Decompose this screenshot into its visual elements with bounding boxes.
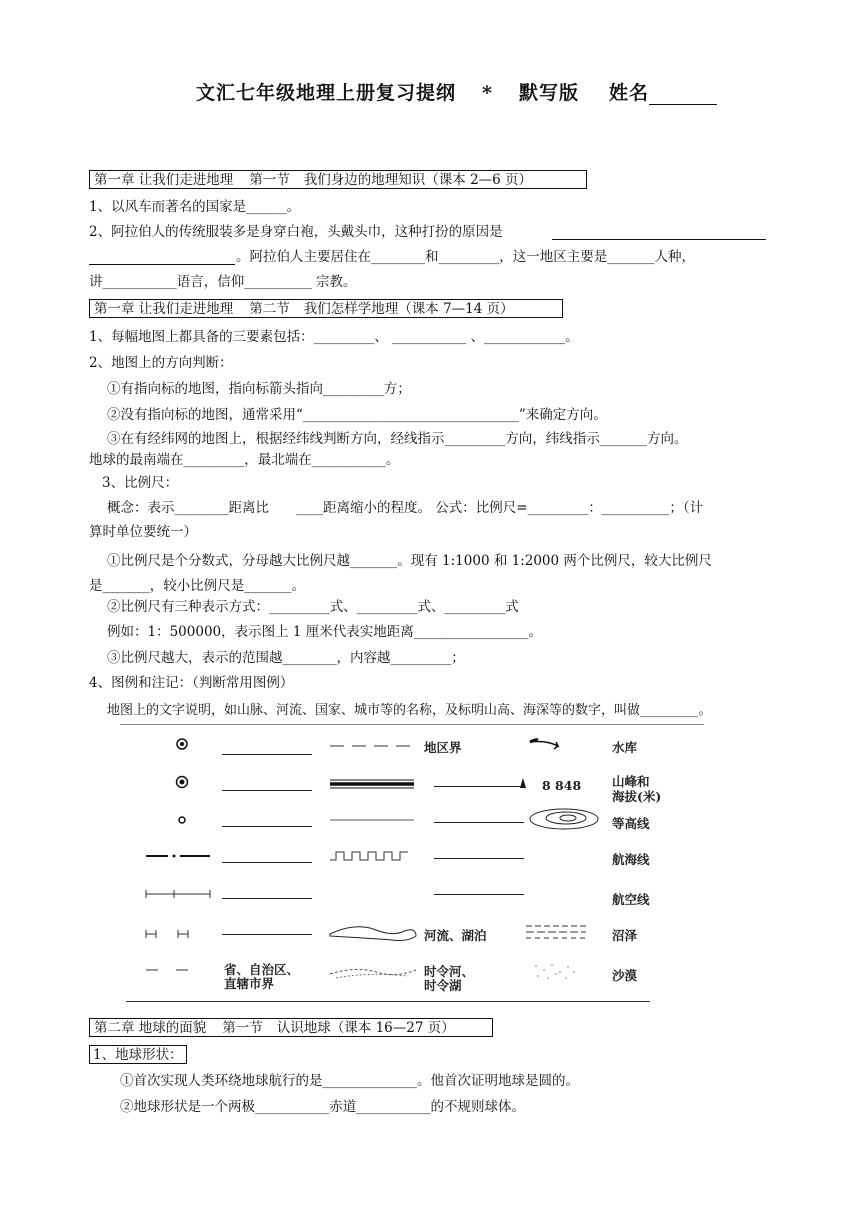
- legend-blank[interactable]: [434, 786, 524, 787]
- legend-label-reservoir: 水库: [612, 740, 638, 755]
- s3-q1: ①首次实现人类环绕地球航行的是______________。他首次证明地球是圆的。: [120, 1073, 579, 1089]
- s2-lesson: 第二节: [249, 301, 290, 317]
- s3-q2: ②地球形状是一个两极___________赤道___________的不规则球体。: [120, 1099, 525, 1115]
- s2-q4: 4、图例和注记：（判断常用图例）: [89, 675, 294, 691]
- legend-blank[interactable]: [222, 826, 312, 827]
- s2-q3-def: 概念：表示________距离比 ____距离缩小的程度。 公式：比例尺=_________：__________；（计: [107, 500, 704, 516]
- s2-q2-3: ③在有经纬网的地图上，根据经纬线判断方向，经线指示_________方向，纬线指示_______方向。: [107, 431, 688, 447]
- desert-symbol: [535, 964, 575, 979]
- reservoir-symbol: [530, 742, 558, 750]
- legend-blank[interactable]: [222, 862, 312, 863]
- legend-blank[interactable]: [222, 790, 312, 791]
- s2-chapter: 第一章 让我们走进地理: [94, 301, 234, 317]
- s2-q2-1: ①有指向标的地图，指向标箭头指向_________方；: [107, 381, 411, 397]
- legend-bottom-rule: [126, 1001, 650, 1002]
- s2-q3: 3、比例尺：: [102, 475, 179, 491]
- s3-lesson: 第一节: [222, 1020, 263, 1036]
- legend-label-contour: 等高线: [612, 816, 650, 831]
- s2-q2-2: ②没有指向标的地图，通常采用“________________________________”来确定方向。: [107, 407, 607, 423]
- s3-sub-label: 1、地球形状：: [93, 1047, 183, 1063]
- s1-topic: 我们身边的地理知识（课本 2—6 页）: [303, 172, 533, 188]
- city-symbol: [179, 817, 185, 823]
- s1-lesson: 第一节: [249, 172, 290, 188]
- legend-label-seasonal2: 时令湖: [424, 978, 462, 993]
- s2-q1: 1、每幅地图上都具备的三要素包括：_________、 ___________ 、____________。: [89, 329, 579, 345]
- legend-label-river-lake: 河流、湖泊: [424, 928, 487, 943]
- s2-topic: 我们怎样学地理（课本 7—14 页）: [303, 301, 514, 317]
- s1-q2c: 讲___________语言，信仰__________ 宗教。: [89, 274, 357, 290]
- legend-label-peak2: 海拔(米): [612, 789, 662, 804]
- legend-label-seasonal: 时令河、: [424, 964, 475, 979]
- s1-chapter: 第一章 让我们走进地理: [94, 172, 234, 188]
- s1-q2b: 。阿拉伯人主要居住在________和_________，这一地区主要是_______人种，: [236, 249, 695, 265]
- section3-header: [89, 1018, 493, 1037]
- title-star: *: [482, 82, 493, 104]
- section1-header: [89, 170, 587, 189]
- s2-q4-text: 地图上的文字说明，如山脉、河流、国家、城市等的名称，及标明山高、海深等的数字，叫做_________。: [107, 703, 712, 718]
- railway-symbol: [330, 852, 408, 860]
- legend-blank[interactable]: [222, 754, 312, 755]
- legend-label-sea-route: 航海线: [612, 852, 650, 867]
- legend-label-air-route: 航空线: [612, 892, 650, 907]
- legend-label-swamp: 沼泽: [612, 928, 638, 943]
- legend-blank[interactable]: [434, 822, 524, 823]
- s2-q3-3: ③比例尺越大，表示的范围越________，内容越_________；: [107, 650, 465, 666]
- s2-q3-2: ②比例尺有三种表示方式：_________式、_________式、_________式: [107, 599, 519, 615]
- legend-label-province-border: 省、自治区、: [224, 962, 300, 977]
- legend-label-district-border: 地区界: [424, 740, 462, 755]
- s2-q3-ex: 例如：1：500000，表示图上 1 厘米代表实地距离_________________。: [107, 624, 543, 640]
- legend-label-peak: 山峰和: [612, 774, 650, 789]
- map-legend-figure: [126, 722, 706, 998]
- s3-topic: 认识地球（课本 16—27 页）: [276, 1020, 455, 1036]
- legend-label-desert: 沙漠: [612, 968, 638, 983]
- s2-q3-def2: 算时单位要统一）: [89, 524, 197, 540]
- s2-q3-1b: 是_______，较小比例尺是_______。: [89, 578, 305, 594]
- s1-q2-blank2[interactable]: [89, 250, 235, 265]
- river-lake-symbol: [330, 927, 416, 941]
- s1-q2a: 2、阿拉伯人的传统服装多是身穿白袍，头戴头巾，这种打扮的原因是: [89, 224, 503, 240]
- name-blank[interactable]: [649, 86, 717, 105]
- legend-blank[interactable]: [434, 858, 524, 859]
- name-label: 姓名: [608, 82, 649, 104]
- legend-label-province-border2: 直辖市界: [224, 976, 275, 991]
- s3-subheader: [89, 1045, 187, 1064]
- page-title: [196, 78, 717, 105]
- s1-q1: 1、以风车而著名的国家是______。: [89, 199, 301, 215]
- legend-label-elevation: 8 848: [542, 778, 582, 793]
- title-version: 默写版: [518, 82, 579, 104]
- s2-q3-1: ①比例尺是个分数式，分母越大比例尺越_______。现有 1:1000 和 1:2000 两个比例尺，较大比例尺: [107, 553, 712, 569]
- legend-blank[interactable]: [434, 894, 524, 895]
- s2-q2: 2、地图上的方向判断：: [89, 355, 233, 371]
- legend-blank[interactable]: [222, 898, 312, 899]
- s1-q2-blank[interactable]: [552, 225, 766, 240]
- s3-chapter: 第二章 地球的面貌: [94, 1020, 207, 1036]
- legend-blank[interactable]: [222, 934, 312, 935]
- s2-q2-4: 地球的最南端在_________，最北端在___________。: [89, 452, 400, 468]
- section2-header: [89, 299, 563, 318]
- title-main: 文汇七年级地理上册复习提纲: [196, 82, 457, 104]
- seasonal-river-symbol: [330, 969, 416, 974]
